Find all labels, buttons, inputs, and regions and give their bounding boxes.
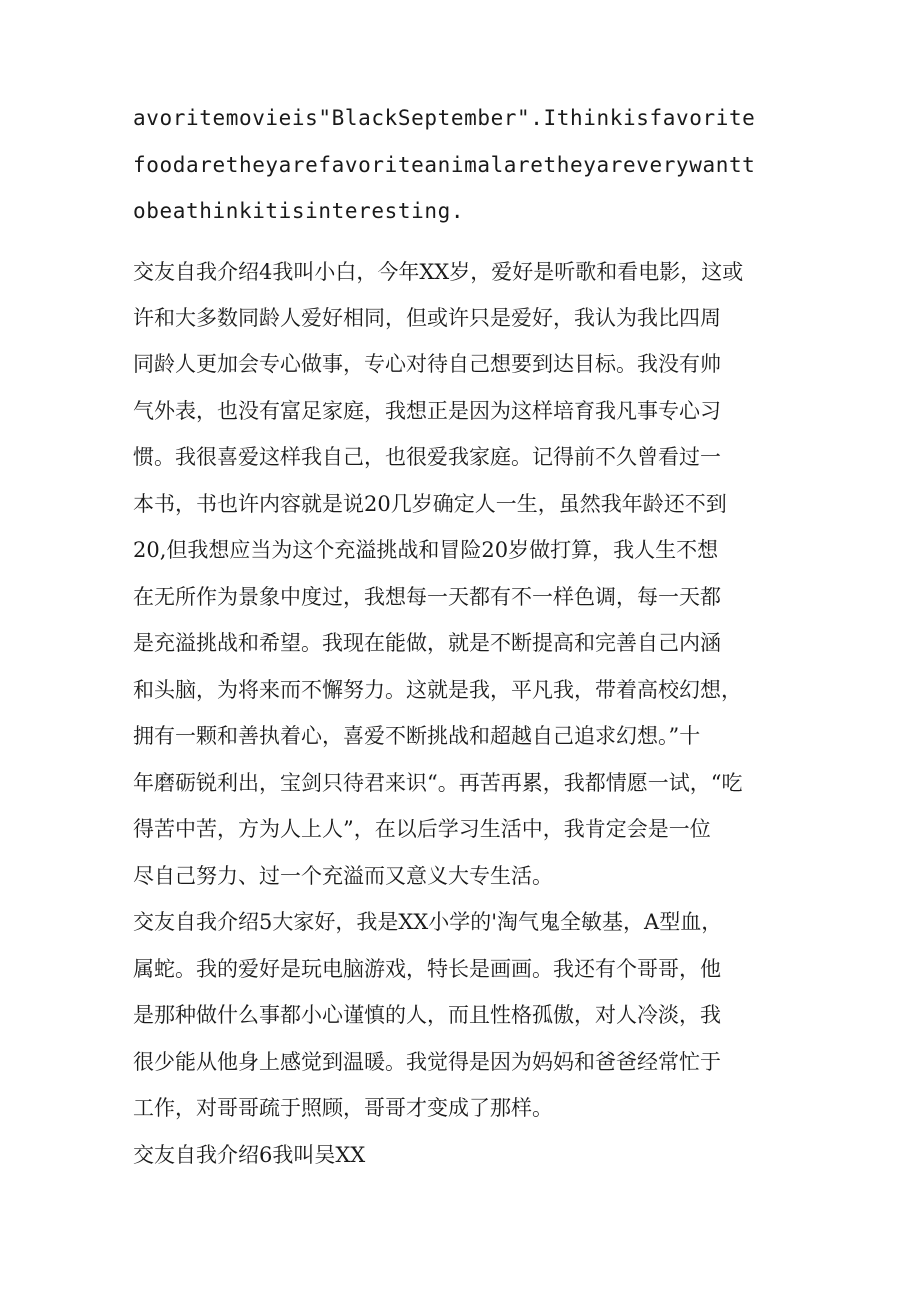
intro4-line-5: 惯。我很喜爱这样我自己，也很爱我家庭。记得前不久曾看过一 xyxy=(133,445,721,469)
intro5-line-4: 很少能从他身上感觉到温暖。我觉得是因为妈妈和爸爸经常忙于 xyxy=(133,1050,721,1074)
intro4-line-10: 和头脑，为将来而不懈努力。这就是我，平凡我，带着高校幻想， xyxy=(133,678,742,702)
intro4-line-1: 交友自我介绍4我叫小白，今年XX岁，爱好是听歌和看电影，这或 xyxy=(133,260,744,284)
intro4-line-8: 在无所作为景象中度过，我想每一天都有不一样色调，每一天都 xyxy=(133,585,721,609)
intro4-line-2: 许和大多数同龄人爱好相同，但或许只是爱好，我认为我比四周 xyxy=(133,306,721,330)
intro5-line-3: 是那种做什么事都小心谨慎的人，而且性格孤傲，对人冷淡，我 xyxy=(133,1003,721,1027)
intro4-line-6: 本书，书也许内容就是说20几岁确定人一生，虽然我年龄还不到 xyxy=(133,492,727,516)
intro4-line-9: 是充溢挑战和希望。我现在能做，就是不断提高和完善自己内涵 xyxy=(133,631,721,655)
english-line-3: obeathinkitisinteresting. xyxy=(133,199,465,223)
intro4-line-13: 得苦中苦，方为人上人”，在以后学习生活中，我肯定会是一位 xyxy=(133,817,711,841)
intro6-line-1: 交友自我介绍6我叫吴XX xyxy=(133,1143,366,1167)
english-line-2: foodaretheyarefavoriteanimalaretheyareverywantt xyxy=(133,153,756,177)
intro5-line-2: 属蛇。我的爱好是玩电脑游戏，特长是画画。我还有个哥哥，他 xyxy=(133,957,721,981)
intro4-line-14: 尽自己努力、过一个充溢而又意义大专生活。 xyxy=(133,864,553,888)
intro4-line-4: 气外表，也没有富足家庭，我想正是因为这样培育我凡事专心习 xyxy=(133,399,721,423)
intro4-line-12: 年磨砺锐利出，宝剑只待君来识“。再苦再累，我都情愿一试，“吃 xyxy=(133,771,743,795)
english-line-1: avoritemovieis"BlackSeptember".Ithinkisfavorite xyxy=(133,106,756,130)
intro5-line-1: 交友自我介绍5大家好，我是XX小学的'淘气鬼全敏基，A型血， xyxy=(133,910,723,934)
intro4-line-11: 拥有一颗和善执着心，喜爱不断挑战和超越自己追求幻想。”十 xyxy=(133,724,701,748)
intro5-line-5: 工作，对哥哥疏于照顾，哥哥才变成了那样。 xyxy=(133,1096,553,1120)
intro4-line-7: 20,但我想应当为这个充溢挑战和冒险20岁做打算，我人生不想 xyxy=(133,538,719,562)
intro4-line-3: 同龄人更加会专心做事，专心对待自己想要到达目标。我没有帅 xyxy=(133,352,721,376)
